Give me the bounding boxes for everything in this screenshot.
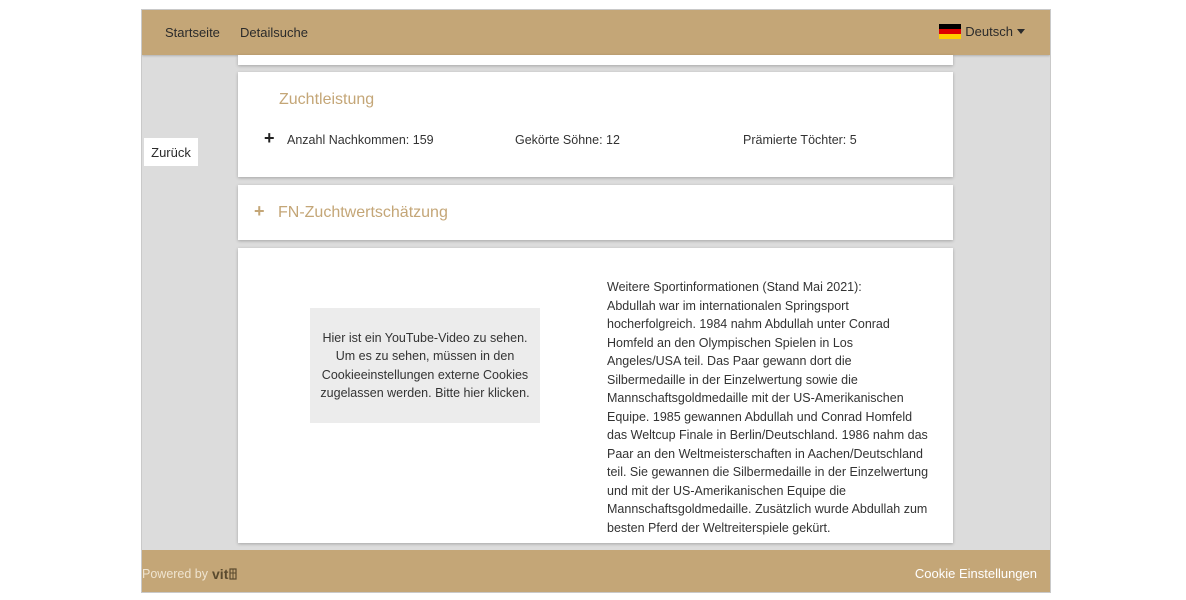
fn-zuchtwertschaetzung-title[interactable]: FN-Zuchtwertschätzung (278, 204, 448, 221)
powered-by-label: Powered by (142, 567, 209, 581)
gekoerte-soehne-count: Gekörte Söhne: 12 (515, 133, 620, 147)
expand-plus-icon[interactable]: + (254, 201, 265, 221)
top-navbar (142, 10, 1050, 55)
cookie-settings-link[interactable]: Cookie Einstellungen (914, 566, 1037, 581)
nav-detailsuche-link[interactable]: Detailsuche (240, 25, 308, 40)
youtube-notice-text[interactable]: Hier ist ein YouTube-Video zu sehen. Um es zu sehen, müssen in den Cookieeinstellungen externe Cookies zugelassen werden. Bitte hier klicken. (320, 330, 530, 400)
powered-by (142, 566, 238, 582)
sport-info-body: Abdullah war im internationalen Springsport hocherfolgreich. 1984 nahm Abdullah unter Conrad Homfeld an den Olympischen Spielen in Los Angeles/USA teil. Das Paar gewann dort die Silbermedaille in der Einzelwertung sowie die Mannschaftsgoldmedaille mit der US-Amerikanischen Equipe. 1985 gewannen Abdullah und Conrad Homfeld das Weltcup Finale in Berlin/Deutschland. 1986 nahm das Paar an den Weltmeisterschaften in Aachen/Deutschland teil. Sie gewannen die Silbermedaille in der Einzelwertung und mit der US-Amerikanischen Equipe die Mannschaftsgoldmedaille. Zusätzlich wurde Abdullah zum besten Pferd der Weltreiterspiele gekürt. (607, 298, 929, 535)
youtube-cookie-notice[interactable] (310, 308, 540, 423)
vit-logo[interactable]: vit (212, 566, 229, 582)
germany-flag-icon (939, 24, 961, 39)
sport-info-card (238, 248, 953, 543)
back-button[interactable]: Zurück (144, 138, 198, 166)
sport-info-text (607, 278, 929, 537)
language-label: Deutsch (965, 24, 1013, 39)
praemierte-toechter-count: Prämierte Töchter: 5 (743, 133, 857, 147)
language-dropdown[interactable] (939, 24, 1025, 39)
nachkommen-count: Anzahl Nachkommen: 159 (287, 133, 434, 147)
nav-startseite-link[interactable]: Startseite (165, 25, 220, 40)
previous-section-card (238, 55, 953, 65)
caret-down-icon (1017, 29, 1025, 34)
sport-info-heading: Weitere Sportinformationen (Stand Mai 2021): (607, 280, 862, 294)
vit-logo-icon (228, 567, 238, 581)
zuchtleistung-title: Zuchtleistung (279, 91, 375, 108)
fn-zuchtwertschaetzung-card[interactable] (238, 185, 953, 240)
app-frame (141, 9, 1051, 593)
expand-plus-icon[interactable]: + (264, 128, 275, 148)
footer (142, 550, 1050, 593)
zuchtleistung-card (238, 72, 953, 177)
